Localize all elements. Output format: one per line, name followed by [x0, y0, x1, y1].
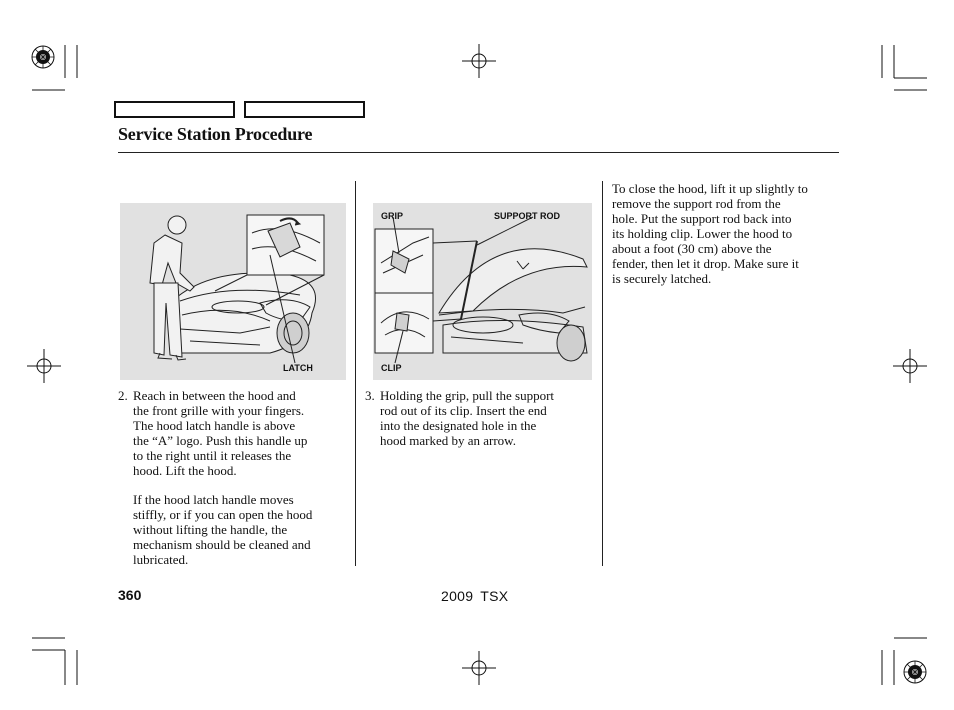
- column-divider: [602, 181, 603, 566]
- step-number: 3.: [365, 388, 375, 403]
- hood-latch-illustration: [120, 203, 346, 380]
- header-tab-right: [244, 101, 365, 118]
- step-2: [118, 388, 350, 478]
- crosshair-icon: [27, 349, 61, 383]
- step-3: [365, 388, 597, 450]
- latch-label: LATCH: [283, 363, 313, 373]
- clip-label: CLIP: [381, 363, 402, 373]
- crosshair-icon: [462, 651, 496, 685]
- crosshair-icon: [893, 349, 927, 383]
- page-number: 360: [118, 587, 142, 603]
- title-rule: [118, 152, 839, 153]
- latch-note: If the hood latch handle moves stiffly, or if you can open the hood without lifting the handle, the mechanism should be cleaned and lubricated.: [133, 492, 313, 567]
- column-divider: [355, 181, 356, 566]
- header-tab-left: [114, 101, 235, 118]
- support-rod-illustration: [373, 203, 592, 380]
- registration-starburst-icon: [904, 661, 926, 683]
- step-number: 2.: [118, 388, 128, 403]
- step-text: Reach in between the hood and the front grille with your fingers. The hood latch handle is above the “A” logo. Push this handle up to the right until it releases the hood. Lift the hood.: [133, 388, 308, 478]
- section-title: Service Station Procedure: [118, 124, 313, 144]
- model-name: 2009 TSX: [441, 588, 509, 604]
- registration-starburst-icon: [32, 46, 54, 68]
- grip-label: GRIP: [381, 211, 404, 221]
- support-rod-label: SUPPORT ROD: [494, 211, 561, 221]
- close-hood-instructions: To close the hood, lift it up slightly to remove the support rod from the hole. Put the support rod back into its holding clip. Lower the hood to about a foot (30 cm) above the fender, then let it drop. Make sure it is securely latched.: [612, 181, 808, 286]
- step-text: Holding the grip, pull the support rod out of its clip. Insert the end into the designated hole in the hood marked by an arrow.: [380, 388, 555, 448]
- crosshair-icon: [462, 44, 496, 78]
